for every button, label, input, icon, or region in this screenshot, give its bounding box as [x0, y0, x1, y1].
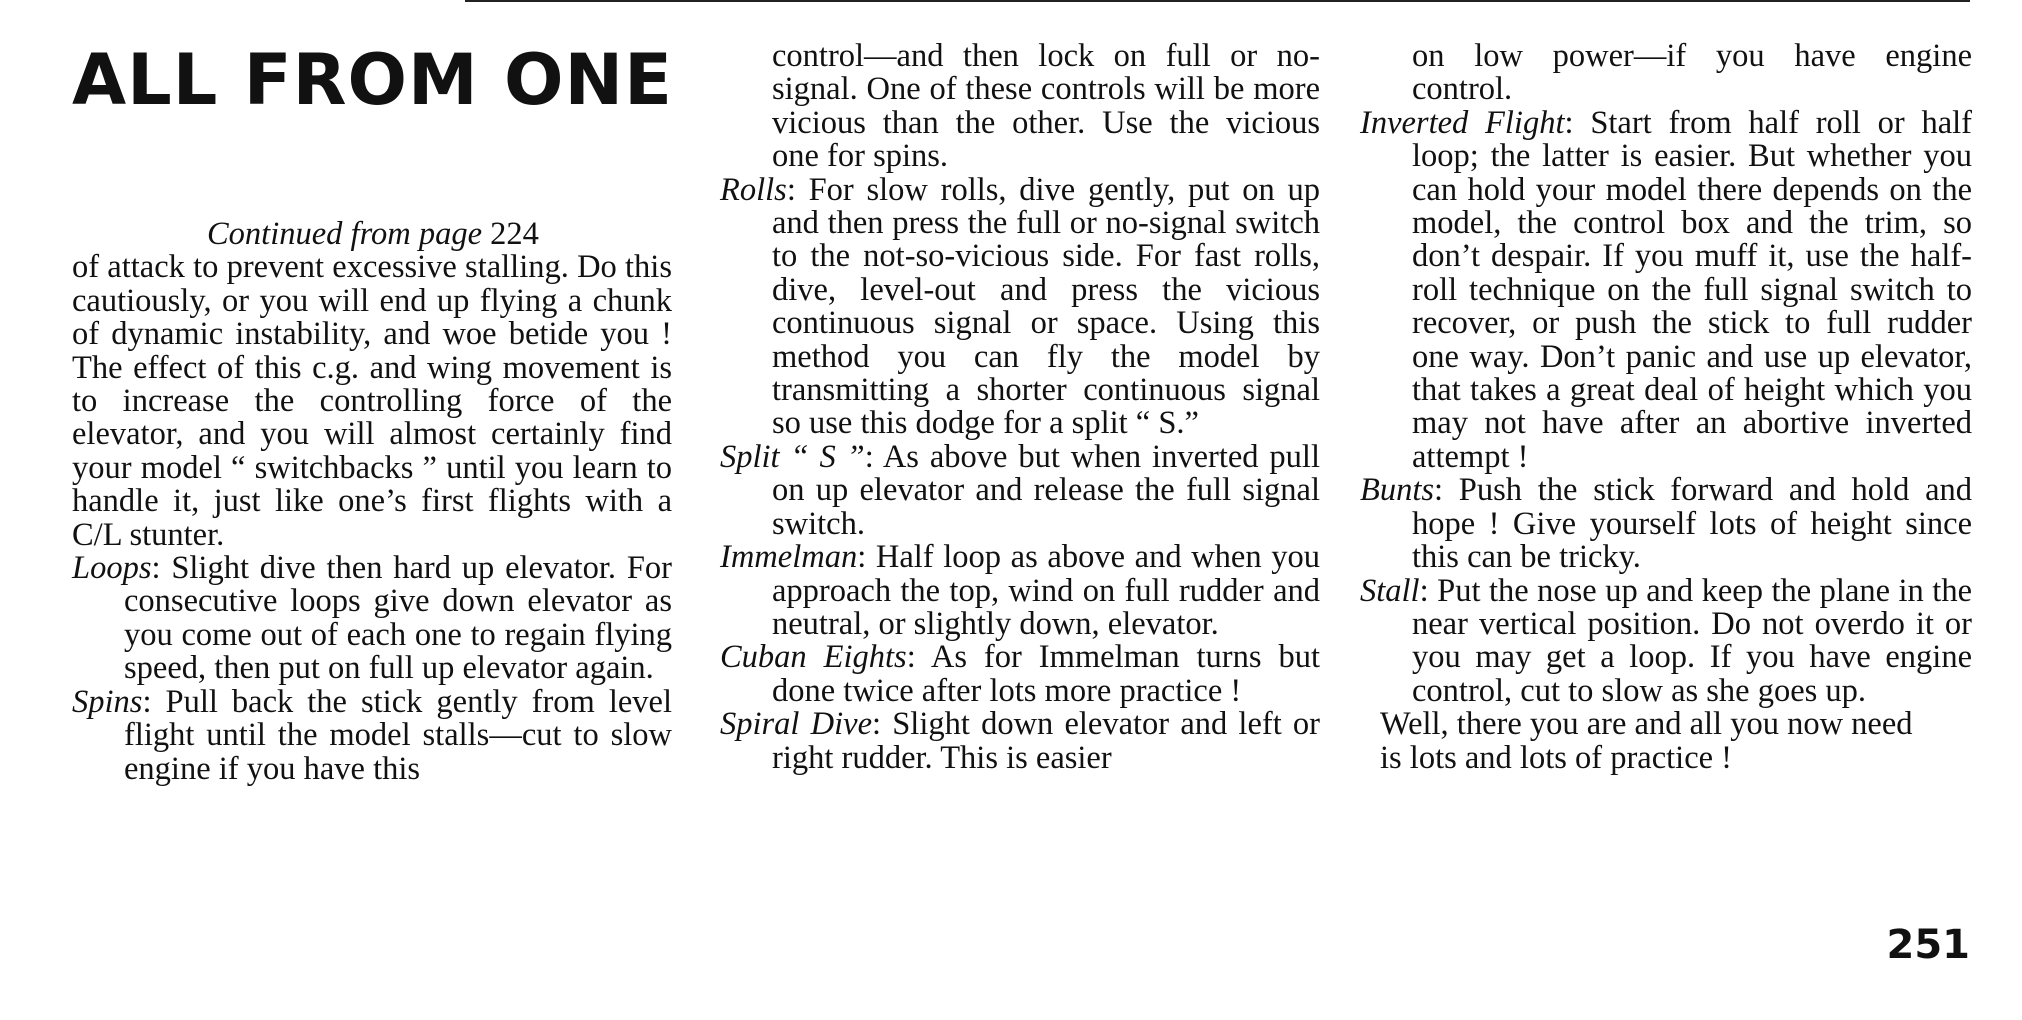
- term-loops: Loops: [72, 550, 152, 587]
- column-middle: [720, 40, 1320, 775]
- text-bunts: Push the stick forward and hold and hope ! Give yourself lots of height since this can be tricky.: [1412, 472, 1972, 576]
- term-stall: Stall: [1360, 572, 1420, 609]
- entry-split-s: Split “ S ”: As above but when inverted pull on up elevator and release the full signal switch.: [720, 438, 1320, 542]
- term-inverted-flight: Inverted Flight: [1360, 104, 1565, 141]
- text-spiral-dive: Slight down elevator and left or right rudder. This is easier: [772, 706, 1320, 776]
- article-title: ALL FROM ONE: [72, 39, 673, 121]
- term-immelman: Immelman: [720, 539, 858, 576]
- term-split-s: Split “ S ”: [720, 438, 865, 475]
- text-spins: Pull back the stick gently from level flight until the model stalls—cut to slow engine if you have this: [124, 683, 673, 787]
- text-inverted-flight: Start from half roll or half loop; the latter is easier. But whether you can hold your model there depends on the model, the control box and the trim, so don’t despair. If you muff it, use the half-roll technique on the full signal switch to recover, or push the stick to full rudder one way. Don’t panic and use up elevator, that takes a great deal of height which you may not have after an abortive inverted attempt !: [1412, 104, 1973, 475]
- text-immelman: Half loop as above and when you approach the top, wind on full rudder and neutral, or slightly down, elevator.: [772, 539, 1320, 642]
- term-cuban-eights: Cuban Eights: [720, 639, 907, 676]
- intro-paragraph: of attack to prevent excessive stalling. Do this cautiously, or you will end up flying a chunk of dynamic instability, and woe betide you ! The effect of this c.g. and wing movement is to increase the controlling force of the elevator, and you will almost certainly find your model “ switchbacks ” until you learn to handle it, just like one’s first flights with a C/L stunter.: [72, 249, 672, 553]
- spins-continuation: control—and then lock on full or no-signal. One of these controls will be more vicious than the other. Use the vicious one for spins.: [772, 38, 1320, 175]
- column-right: [1360, 40, 1972, 775]
- spiral-continuation: on low power—if you have engine control.: [1412, 38, 1972, 108]
- entry-rolls: Rolls: For slow rolls, dive gently, put on up and then press the full or no-signal switch to the not-so-vicious side. For fast rolls, dive, level-out and press the vicious continuous signal or space. Using this method you can fly the model by transmitting a shorter continuous signal so use this dodge for a split “ S.”: [720, 171, 1320, 442]
- entry-spiral-dive: Spiral Dive: Slight down elevator and left or right rudder. This is easier: [720, 706, 1320, 776]
- entry-cuban-eights: Cuban Eights: As for Immelman turns but done twice after lots more practice !: [720, 639, 1320, 709]
- text-rolls: For slow rolls, dive gently, put on up and then press the full or no-signal switch to the not-so-vicious side. For fast rolls, dive, level-out and press the vicious continuous signal or space. Using this method you can fly the model by transmitting a shorter continuous signal so use this dodge for a split “ S.”: [772, 171, 1320, 442]
- continued-text: Continued from page: [207, 216, 483, 252]
- continued-note: [72, 218, 672, 251]
- term-bunts: Bunts: [1360, 472, 1435, 509]
- closing-paragraph: Well, there you are and all you now need is lots and lots of practice !: [1380, 706, 1913, 776]
- text-cuban-eights: As for Immelman turns but done twice after lots more practice !: [772, 639, 1320, 709]
- column-left: [72, 40, 672, 786]
- term-spins: Spins: [72, 683, 143, 720]
- top-rule: [465, 0, 1970, 2]
- page-number: 251: [1886, 922, 1970, 968]
- term-rolls: Rolls: [720, 171, 787, 208]
- entry-bunts: Bunts: Push the stick forward and hold and hope ! Give yourself lots of height since this can be tricky.: [1360, 472, 1972, 576]
- term-spiral-dive: Spiral Dive: [720, 706, 872, 743]
- continued-page-number: 224: [490, 216, 539, 252]
- entry-stall: Stall: Put the nose up and keep the plane in the near vertical position. Do not overdo it or you may get a loop. If you have engine control, cut to slow as she goes up.: [1360, 572, 1973, 709]
- text-stall: Put the nose up and keep the plane in the near vertical position. Do not overdo it or you may get a loop. If you have engine control, cut to slow as she goes up.: [1412, 572, 1973, 709]
- text-split-s: As above but when inverted pull on up elevator and release the full signal switch.: [772, 438, 1320, 542]
- entry-immelman: Immelman: Half loop as above and when you approach the top, wind on full rudder and neutral, or slightly down, elevator.: [720, 539, 1320, 642]
- entry-inverted-flight: Inverted Flight: Start from half roll or half loop; the latter is easier. But whether you can hold your model there depends on the model, the control box and the trim, so don’t despair. If you muff it, use the half-roll technique on the full signal switch to recover, or push the stick to full rudder one way. Don’t panic and use up elevator, that takes a great deal of height which you may not have after an abortive inverted attempt !: [1360, 104, 1973, 475]
- entry-loops: Loops: Slight dive then hard up elevator. For consecutive loops give down elevator as you come out of each one to regain flying speed, then put on full up elevator again.: [72, 550, 672, 687]
- entry-spins: Spins: Pull back the stick gently from level flight until the model stalls—cut to slow engine if you have this: [72, 683, 673, 787]
- text-loops: Slight dive then hard up elevator. For consecutive loops give down elevator as you come out of each one to regain flying speed, then put on full up elevator again.: [124, 550, 672, 687]
